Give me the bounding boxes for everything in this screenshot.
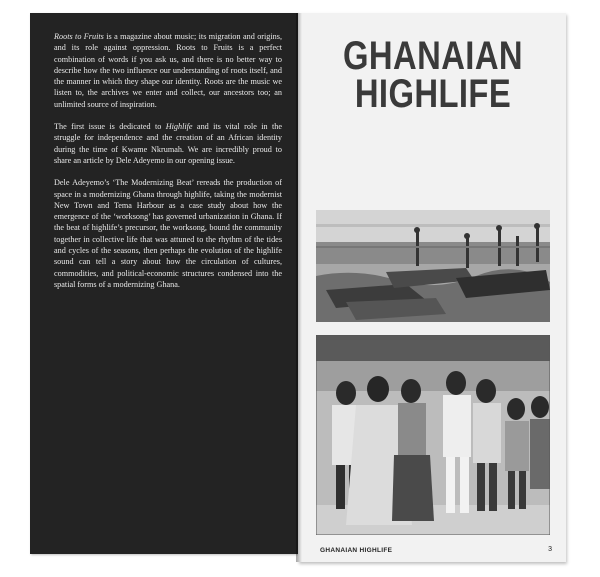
intro-paragraph-3: Dele Adeyemo’s ‘The Modernizing Beat’ rereads the production of space in a modernizing Ghana through highlife, taking the modernist New Town and Tema Harbour as a case study about how the emergence of the ‘worksong’ has governed urbanization in Ghana. If the beat of highlife’s precursor, the worksong, bound the community together in collective life that was attuned to the rhythm of the tides and cycles of the seasons, then perhaps the evolution of the highlife sound can tell a story about how the circulation of cultures, commodities, and political-economic structures condensed into the spatial forms of a modernizing Ghana. — [54, 178, 282, 289]
page-title — [340, 34, 525, 116]
spine-gutter — [296, 13, 302, 562]
left-page — [30, 13, 298, 554]
running-footer-title: GHANAIAN HIGHLIFE — [320, 547, 393, 554]
intro-paragraph-2: The first issue is dedicated to Highlife and its vital role in the struggle for independence and the creation of an African identity during the time of Kwame Nkrumah. We are incredibly proud to share an article by Dele Adeyemo in our opening issue. — [54, 122, 282, 165]
page-number: 3 — [548, 546, 552, 553]
magazine-name: Roots to Fruits — [54, 32, 104, 41]
right-page — [298, 13, 566, 562]
beach-boats-photo — [316, 210, 550, 322]
highlife-band-photo — [316, 335, 550, 535]
intro-paragraph-1: Roots to Fruits is a magazine about music; its migration and origins, and its role against oppression. Roots to Fruits is a perfect combination of words if you ask us, and there is no better way to describe how the two influence our understanding of roots itself, and the manner in which they shape our identity. Roots are the music we listen to, the archives we enter and collect, our ancestors too; an unlimited source of inspiration. — [54, 32, 282, 109]
highlife-italic: Highlife — [165, 122, 193, 132]
intro-text — [54, 31, 282, 301]
title-line-1: GHANAIAN — [342, 34, 524, 78]
title-line-2: HIGHLIFE — [354, 72, 512, 116]
